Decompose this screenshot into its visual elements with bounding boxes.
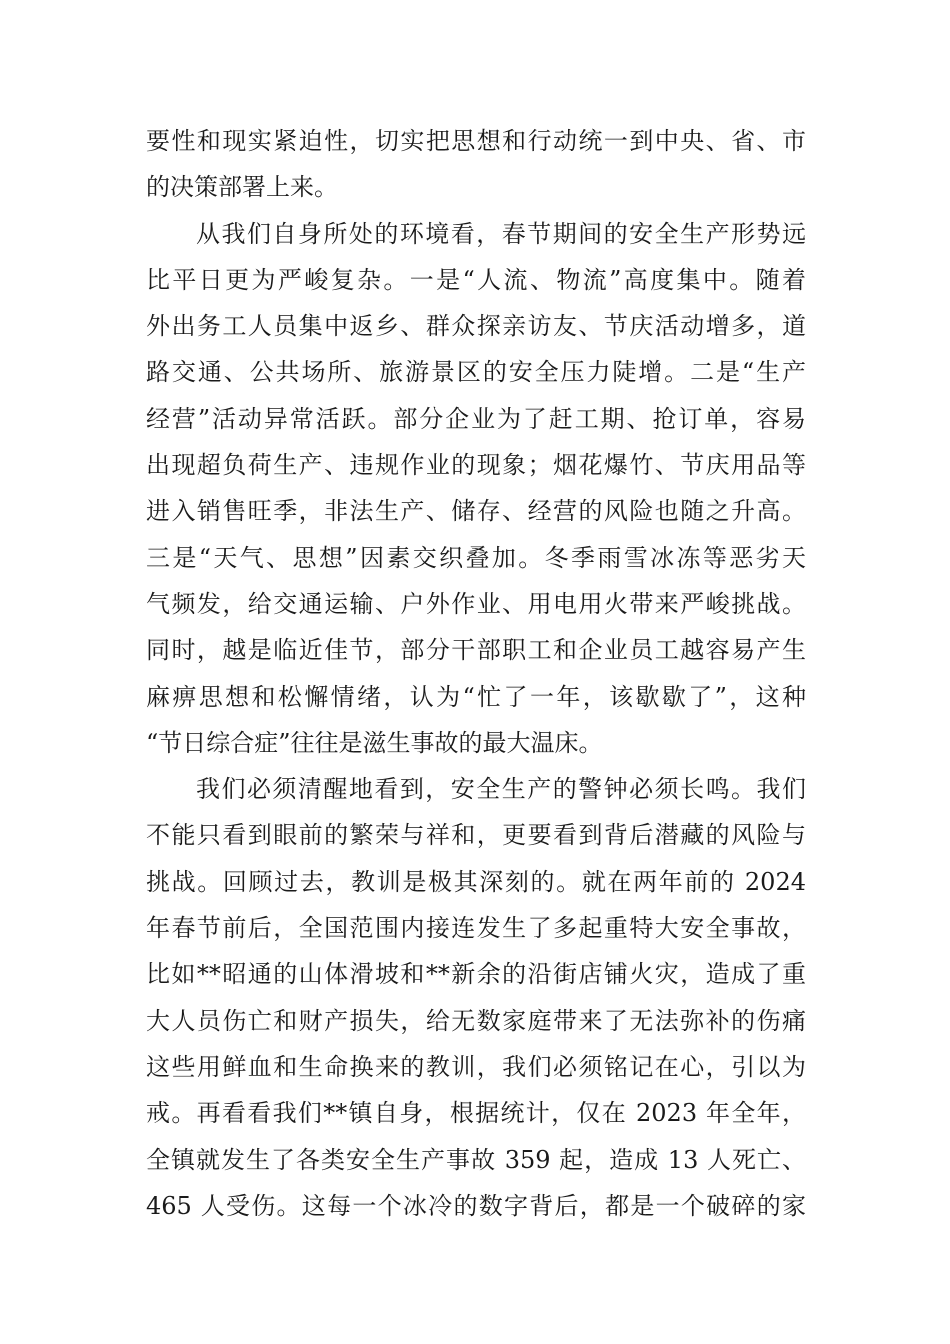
text-line: 全镇就发生了各类安全生产事故 359 起，造成 13 人死亡、 — [146, 1145, 806, 1174]
body-text — [146, 118, 806, 1229]
text-line: 经营”活动异常活跃。部分企业为了赶工期、抢订单，容易 — [146, 404, 806, 433]
text-line: 要性和现实紧迫性，切实把思想和行动统一到中央、省、市 — [146, 127, 806, 155]
text-line: 进入销售旺季，非法生产、储存、经营的风险也随之升高。 — [146, 497, 806, 526]
text-line: 我们必须清醒地看到，安全生产的警钟必须长鸣。我们 — [196, 775, 806, 804]
text-line: 麻痹思想和松懈情绪，认为“忙了一年，该歇歇了”，这种 — [146, 682, 806, 711]
text-line: 同时，越是临近佳节，部分干部职工和企业员工越容易产生 — [146, 636, 806, 665]
text-line: 这些用鲜血和生命换来的教训，我们必须铭记在心，引以为 — [146, 1052, 806, 1081]
text-line: 从我们自身所处的环境看，春节期间的安全生产形势远 — [196, 219, 806, 248]
text-line: 气频发，给交通运输、户外作业、用电用火带来严峻挑战。 — [146, 589, 806, 618]
text-line: “节日综合症”往往是滋生事故的最大温床。 — [146, 728, 603, 757]
text-line: 比如**昭通的山体滑坡和**新余的沿街店铺火灾，造成了重 — [146, 960, 806, 989]
text-line: 年春节前后，全国范围内接连发生了多起重特大安全事故， — [146, 914, 806, 943]
text-line: 挑战。回顾过去，教训是极其深刻的。就在两年前的 2024 — [146, 867, 806, 896]
text-line: 外出务工人员集中返乡、群众探亲访友、节庆活动增多，道 — [146, 312, 806, 341]
text-line: 不能只看到眼前的繁荣与祥和，更要看到背后潜藏的风险与 — [146, 821, 806, 850]
text-line: 三是“天气、思想”因素交织叠加。冬季雨雪冰冻等恶劣天 — [146, 543, 806, 572]
text-line: 比平日更为严峻复杂。一是“人流、物流”高度集中。随着 — [146, 265, 806, 294]
text-line: 的决策部署上来。 — [146, 173, 338, 202]
text-line: 大人员伤亡和财产损失，给无数家庭带来了无法弥补的伤痛 — [146, 1006, 806, 1035]
text-line: 465 人受伤。这每一个冰冷的数字背后，都是一个破碎的家 — [146, 1191, 806, 1220]
text-line: 路交通、公共场所、旅游景区的安全压力陡增。二是“生产 — [146, 358, 806, 387]
text-line: 出现超负荷生产、违规作业的现象；烟花爆竹、节庆用品等 — [146, 451, 806, 480]
text-line: 戒。再看看我们**镇自身，根据统计，仅在 2023 年全年， — [146, 1099, 806, 1128]
